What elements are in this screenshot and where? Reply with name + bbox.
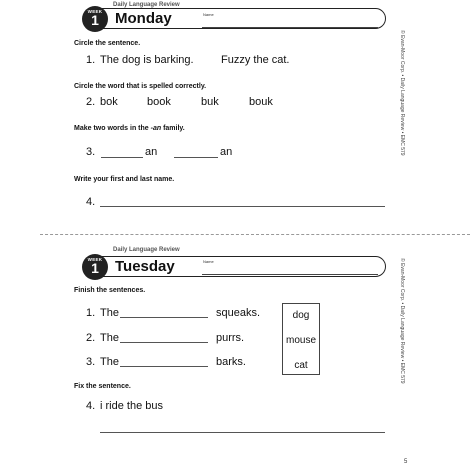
week-number: 1 (91, 12, 99, 28)
word-bank-item: dog (292, 310, 310, 321)
instruction-2: Circle the word that is spelled correctly. (74, 83, 207, 90)
week-badge (82, 6, 108, 32)
word-bank (282, 303, 320, 375)
answer-blank[interactable] (120, 366, 208, 367)
copyright-note: © Evan-Moor Corp. • Daily Language Review • EMC 579 (399, 30, 405, 156)
instruction-1: Circle the sentence. (74, 40, 141, 47)
sentence-start: The (100, 356, 119, 368)
name-line (202, 274, 378, 275)
item-number-3: 3. (86, 146, 96, 158)
word-bank-item: cat (294, 360, 308, 371)
word-suffix: an (220, 146, 233, 158)
item-number-1: 1. (86, 54, 96, 66)
cut-line (40, 234, 470, 235)
week-label: WEEK (87, 257, 103, 262)
item-number-4: 4. (86, 400, 96, 412)
sentence-start: The (100, 307, 119, 319)
answer-blank[interactable] (120, 317, 208, 318)
day-title: Monday (115, 10, 172, 27)
instruction-4: Write your first and last name. (74, 176, 175, 183)
answer-line[interactable] (100, 206, 385, 207)
word-suffix: an (145, 146, 158, 158)
option-sentence-a[interactable]: The dog is barking. (100, 54, 194, 66)
item-number-3: 3. (86, 356, 96, 368)
answer-blank[interactable] (120, 342, 208, 343)
option-sentence-b[interactable]: Fuzzy the cat. (221, 54, 290, 66)
answer-blank[interactable] (101, 157, 143, 158)
instruction-3: Make two words in the -an family. (74, 125, 185, 132)
instruction-4: Fix the sentence. (74, 383, 131, 390)
item-number-4: 4. (86, 196, 96, 208)
week-number: 1 (91, 260, 99, 276)
name-label: Name (203, 259, 214, 264)
item-number-2: 2. (86, 96, 96, 108)
word-bank-item: mouse (285, 335, 316, 346)
sentence-end: purrs. (216, 332, 245, 344)
day-title: Tuesday (115, 258, 175, 275)
series-title: Daily Language Review (113, 2, 180, 8)
word-option[interactable]: buk (201, 96, 219, 108)
sentence-end: squeaks. (216, 307, 261, 319)
answer-blank[interactable] (174, 157, 218, 158)
week-label: WEEK (87, 9, 103, 14)
item-number-2: 2. (86, 332, 96, 344)
sentence-to-fix: i ride the bus (100, 400, 163, 412)
word-option[interactable]: bok (100, 96, 118, 108)
copyright-note: © Evan-Moor Corp. • Daily Language Review • EMC 579 (399, 258, 405, 384)
name-label: Name (203, 12, 214, 17)
sentence-start: The (100, 332, 119, 344)
page-number: 5 (404, 459, 408, 465)
answer-line[interactable] (100, 432, 385, 433)
word-option[interactable]: bouk (249, 96, 273, 108)
week-badge (82, 254, 108, 280)
name-line (202, 27, 378, 28)
series-title: Daily Language Review (113, 247, 180, 253)
item-number-1: 1. (86, 307, 96, 319)
word-option[interactable]: book (147, 96, 171, 108)
instruction-1: Finish the sentences. (74, 287, 146, 294)
sentence-end: barks. (216, 356, 246, 368)
